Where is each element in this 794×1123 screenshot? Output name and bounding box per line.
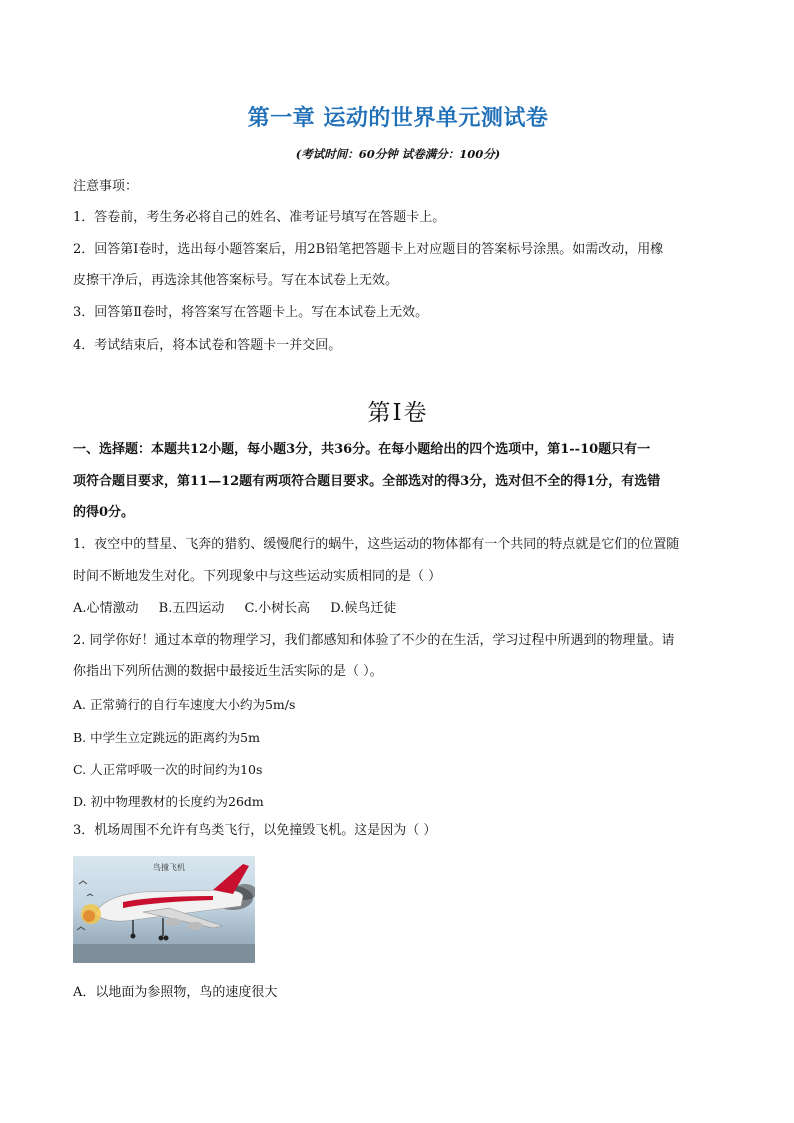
part-instructions: 项符合题目要求，第11—12题有两项符合题目要求。全部选对的得3分，选对但不全的得1分，有选错 [73,474,661,489]
image-caption: 鸟撞飞机 [153,863,185,872]
page-title: 第一章 运动的世界单元测试卷 [247,106,549,131]
option-b[interactable]: B.五四运动 [158,601,225,616]
question-1-text: 1．夜空中的彗星、飞奔的猎豹、缓慢爬行的蜗牛，这些运动的物体都有一个共同的特点就是它们的位置随 [73,537,680,552]
option-c[interactable]: C.小树长高 [244,601,311,616]
section-title: 第Ⅰ卷 [367,400,429,426]
bird-strike-image [73,856,255,963]
option-a[interactable]: A.心情激动 [73,601,139,616]
note-item: 4．考试结束后，将本试卷和答题卡一并交回。 [73,338,342,353]
option-a[interactable]: A．以地面为参照物，鸟的速度很大 [73,985,278,1000]
note-item: 1．答卷前，考生务必将自己的姓名、准考证号填写在答题卡上。 [73,210,446,225]
note-item: 2．回答第Ⅰ卷时，选出每小题答案后，用2B铅笔把答题卡上对应题目的答案标号涂黑。如需改动，用橡 [73,242,664,257]
part-instructions: 的得0分。 [73,505,135,520]
option-b[interactable]: B. 中学生立定跳远的距离约为5m [73,730,260,745]
note-item: 3．回答第Ⅱ卷时，将答案写在答题卡上。写在本试卷上无效。 [73,305,429,320]
option-d[interactable]: D.候鸟迁徒 [330,601,397,616]
question-2-text: 2. 同学你好！通过本章的物理学习，我们都感知和体验了不少的在生活，学习过程中所遇到的物理量。请 [73,633,675,648]
part-instructions: 一、选择题：本题共12小题，每小题3分，共36分。在每小题给出的四个选项中，第1--10题只有一 [73,442,651,457]
exam-info: (考试时间：60分钟 试卷满分：100分) [295,147,501,161]
note-item: 皮擦干净后，再选涂其他答案标号。写在本试卷上无效。 [73,273,399,288]
question-1-text: 时间不断地发生对化。下列现象中与这些运动实质相同的是（ ） [73,569,442,584]
notes-heading: 注意事项： [73,179,139,194]
question-1-options [73,599,412,619]
option-a[interactable]: A. 正常骑行的自行车速度大小约为5m/s [73,697,296,712]
question-2-text: 你指出下列所估测的数据中最接近生活实际的是（ ）。 [73,664,383,679]
option-d[interactable]: D. 初中物理教材的长度约为26dm [73,794,264,809]
question-3-text: 3．机场周围不允许有鸟类飞行，以免撞毁飞机。这是因为（ ） [73,823,437,838]
option-c[interactable]: C. 人正常呼吸一次的时间约为10s [73,762,263,777]
